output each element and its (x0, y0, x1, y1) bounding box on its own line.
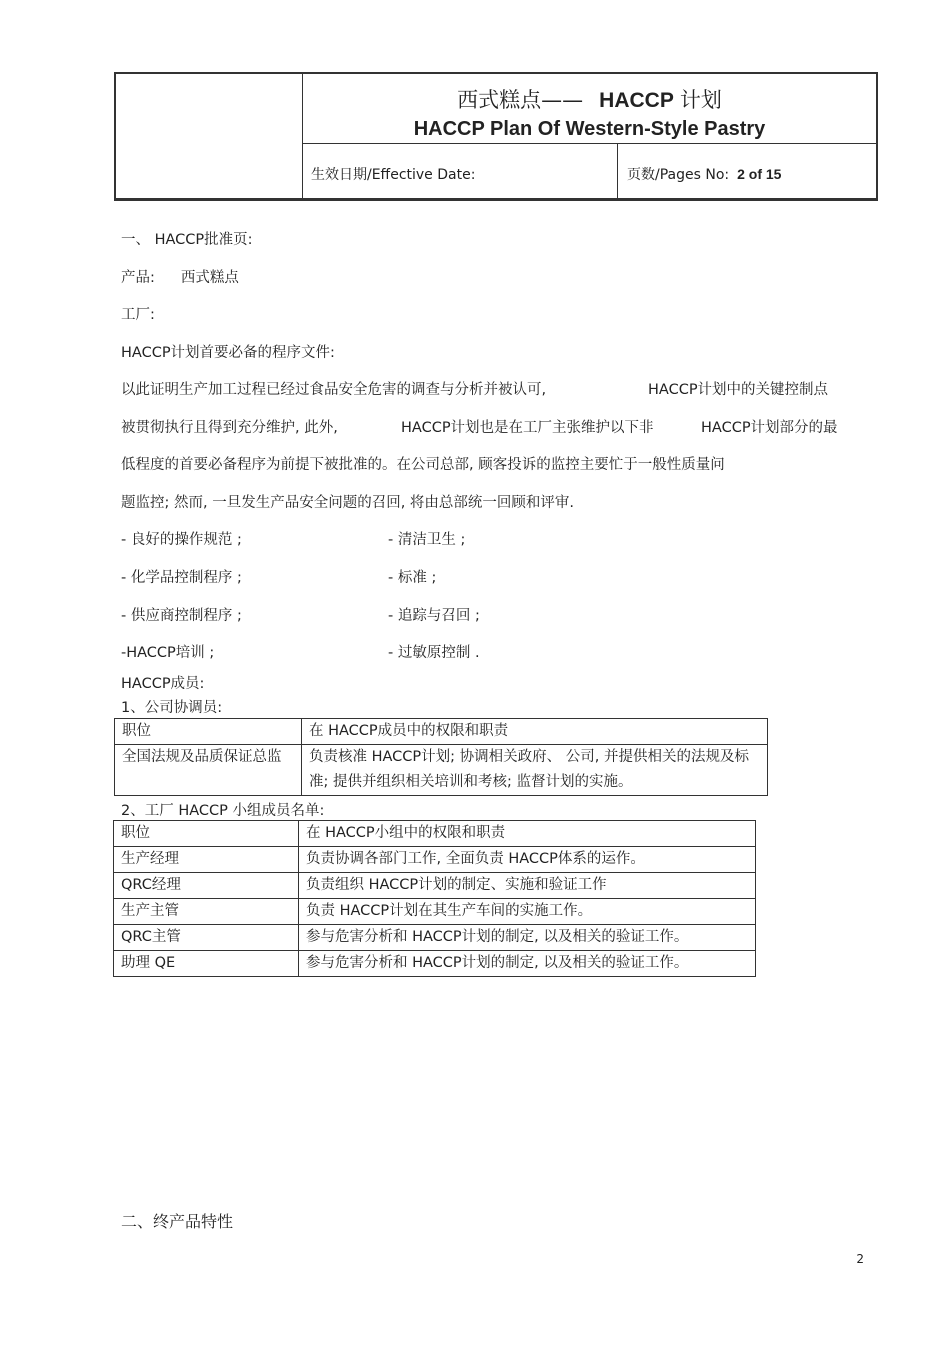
table-cell: 负责 HACCP计划在其生产车间的实施工作。 (299, 899, 756, 925)
prereq-label: HACCP计划首要必备的程序文件: (121, 345, 335, 361)
paragraph-line-1a: 以此证明生产加工过程已经过食品安全危害的调查与分析并被认可, (121, 382, 547, 398)
table-cell: 全国法规及品质保证总监 (115, 745, 302, 796)
table-row (115, 745, 768, 796)
paragraph-line-2a: 被贯彻执行且得到充分维护, 此外, (121, 420, 338, 436)
pages-cell (618, 144, 876, 198)
coordinator-label: 1、公司协调员: (121, 700, 223, 716)
section1-heading: 一、 HACCP批准页: (121, 232, 253, 248)
program-item: - 过敏原控制 . (388, 645, 480, 661)
table-header-row (114, 821, 756, 847)
logo-cell (116, 74, 303, 198)
product-value: 西式糕点 (180, 270, 239, 286)
table-row (114, 951, 756, 977)
product-line (121, 266, 239, 287)
title-cell (303, 74, 876, 144)
pages-label: 页数/Pages No: (627, 167, 730, 183)
table-cell: 负责协调各部门工作, 全面负责 HACCP体系的运作。 (299, 847, 756, 873)
table-cell: 生产经理 (114, 847, 299, 873)
product-label: 产品: (121, 270, 155, 286)
paragraph-line-4: 题监控; 然而, 一旦发生产品安全问题的召回, 将由总部统一回顾和评审. (121, 495, 575, 511)
program-item: -HACCP培训 ; (121, 645, 215, 661)
table-header-cell: 在 HACCP成员中的权限和职责 (302, 719, 768, 745)
title-zh (303, 84, 876, 114)
pages-value: 2 of 15 (737, 166, 782, 182)
table-cell: 负责组织 HACCP计划的制定、实施和验证工作 (299, 873, 756, 899)
program-item: - 标准 ; (388, 570, 437, 586)
effective-date-label: 生效日期/Effective Date: (311, 167, 476, 183)
members-label: HACCP成员: (121, 676, 205, 692)
title-haccp: HACCP (599, 89, 674, 112)
title-plan-zh: 计划 (679, 88, 722, 112)
program-item: - 清洁卫生 ; (388, 532, 466, 548)
table-row (114, 847, 756, 873)
title-en: HACCP Plan Of Western-Style Pastry (413, 118, 766, 140)
paragraph-line-1b: HACCP计划中的关键控制点 (648, 382, 829, 398)
team-label: 2、工厂 HACCP 小组成员名单: (121, 803, 325, 819)
table-cell: 助理 QE (114, 951, 299, 977)
table-header-cell: 职位 (114, 821, 299, 847)
section2-heading: 二、终产品特性 (121, 1212, 234, 1231)
program-item: - 追踪与召回 ; (388, 608, 480, 624)
table-row (114, 873, 756, 899)
table-cell: 负责核准 HACCP计划; 协调相关政府、 公司, 并提供相关的法规及标准; 提供并组织相关培训和考核; 监督计划的实施。 (302, 745, 768, 796)
table-cell: 参与危害分析和 HACCP计划的制定, 以及相关的验证工作。 (299, 925, 756, 951)
page-number: 2 (856, 1252, 864, 1266)
table-cell: 生产主管 (114, 899, 299, 925)
table-cell: 参与危害分析和 HACCP计划的制定, 以及相关的验证工作。 (299, 951, 756, 977)
paragraph-line-2c: HACCP计划部分的最 (701, 420, 838, 436)
program-item: - 良好的操作规范 ; (121, 532, 242, 548)
title-zh-text: 西式糕点—— (457, 88, 584, 112)
paragraph-line-2b: HACCP计划也是在工厂主张维护以下非 (401, 420, 654, 436)
table-header-cell: 在 HACCP小组中的权限和职责 (299, 821, 756, 847)
paragraph-line-1 (121, 378, 829, 399)
table-header-cell: 职位 (115, 719, 302, 745)
team-table (113, 820, 756, 977)
program-item: - 供应商控制程序 ; (121, 608, 242, 624)
table-row (114, 899, 756, 925)
effective-date-cell (303, 144, 618, 198)
table-header-row (115, 719, 768, 745)
coordinator-table (114, 718, 768, 796)
paragraph-line-2 (121, 416, 838, 437)
table-cell: QRC主管 (114, 925, 299, 951)
table-row (114, 925, 756, 951)
factory-label: 工厂: (121, 307, 155, 323)
document-header (114, 72, 878, 201)
program-item: - 化学品控制程序 ; (121, 570, 242, 586)
table-cell: QRC经理 (114, 873, 299, 899)
paragraph-line-3: 低程度的首要必备程序为前提下被批准的。在公司总部, 顾客投诉的监控主要忙于一般性质量问 (121, 457, 725, 473)
